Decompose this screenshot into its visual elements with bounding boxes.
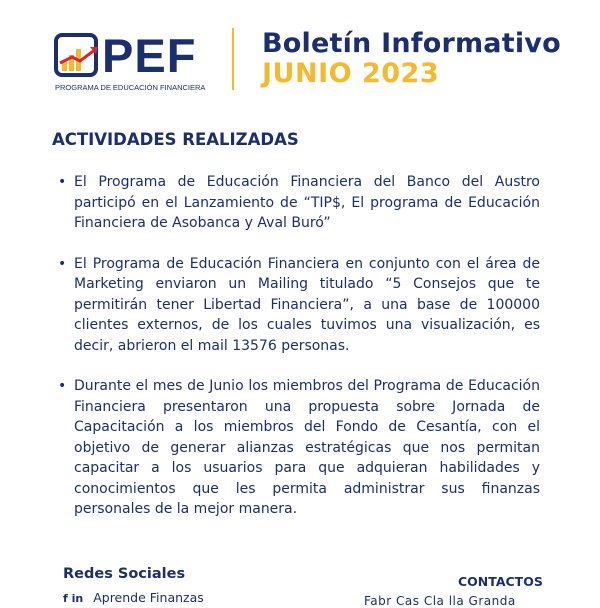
growth-chart-icon	[54, 33, 102, 79]
activities-list	[56, 172, 540, 540]
header-divider	[232, 28, 234, 90]
contacts-title: CONTACTOS	[458, 574, 543, 589]
logo-subtitle: PROGRAMA DE EDUCACIÓN FINANCIERA	[55, 83, 206, 92]
bullet-icon: •	[58, 174, 67, 190]
logo-text: PEF	[102, 29, 197, 82]
section-title: ACTIVIDADES REALIZADAS	[52, 130, 299, 149]
activity-text: El Programa de Educación Financiera en conjunto con el área de Marketing enviaron un Mailing titulado “5 Consejos que te permitirán tener Libertad Financiera”, a una base de 100000 clientes externos, de los cuales tuvimos una visualización, es decir, abrieron el mail 13576 personas.	[74, 255, 540, 354]
contacts-line: Fabr Cas Cla lla Granda	[364, 594, 516, 608]
social-handle[interactable]: Aprende Finanzas	[93, 590, 204, 605]
activity-text: Durante el mes de Junio los miembros del Programa de Educación Financiera presentaron una propuesta sobre Jornada de Capacitación a los miembros del Fondo de Cesantía, con el objetivo de generar alianzas estratégicas que nos permitan capacitar a los usuarios para que adquieran habilidades y conocimientos que les permita administrar sus finanzas personales de la mejor manera.	[74, 378, 540, 517]
activity-item	[56, 254, 540, 357]
facebook-linkedin-icon[interactable]: f in	[63, 592, 84, 605]
bulletin-title: Boletín Informativo	[262, 28, 561, 59]
social-row	[63, 590, 204, 605]
bullet-icon: •	[58, 255, 67, 272]
activity-item	[56, 376, 540, 520]
social-title: Redes Sociales	[63, 566, 186, 582]
bullet-icon: •	[58, 378, 67, 394]
activity-item	[56, 172, 540, 234]
activity-text: El Programa de Educación Financiera del Banco del Austro participó en el Lanzamiento de “TIP$, El programa de Educación Financiera de Asobanca y Aval Buró”	[74, 174, 540, 231]
pef-logo	[54, 29, 206, 93]
bulletin-date: JUNIO 2023	[262, 58, 440, 89]
header	[0, 0, 600, 110]
